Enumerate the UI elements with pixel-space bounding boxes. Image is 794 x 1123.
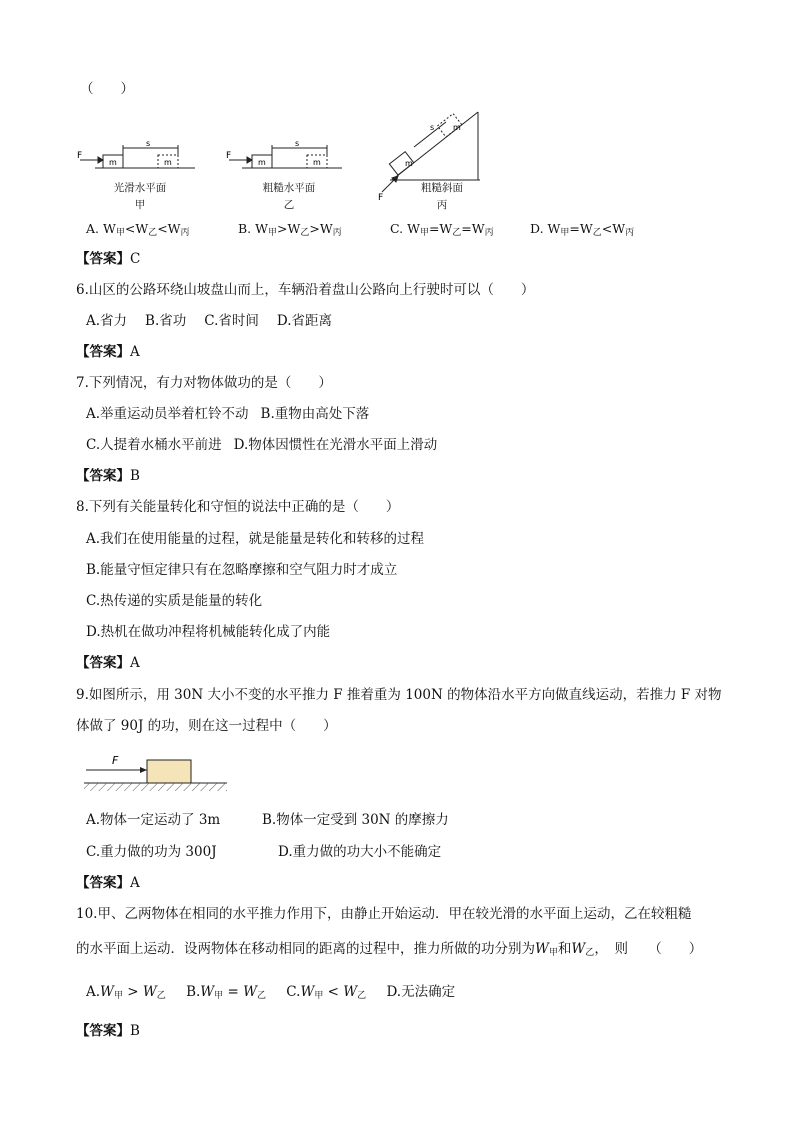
fig-mass-label: m	[164, 158, 172, 167]
q10-option-d: D.无法确定	[386, 984, 456, 1000]
fig-mass-label: m	[109, 158, 117, 167]
fig-force-label: F	[378, 193, 384, 203]
figure-bing-tag: 丙	[436, 199, 448, 211]
q6-stem: 6.山区的公路环绕山坡盘山而上，车辆沿着盘山公路向上行驶时可以（ ）	[76, 282, 535, 298]
q5-option-c: C. $W_甲=W_乙=W_丙$	[390, 221, 494, 238]
question-paren: （ ）	[80, 81, 134, 97]
q9-force-label: F	[112, 754, 119, 767]
q9-stem-line1: 9.如图所示，用 30N 大小不变的水平推力 F 推着重为 100N 的物体沿水平方向做直线运动，若推力 F 对物	[76, 687, 722, 703]
q8-option-a: A.我们在使用能量的过程，就是能量是转化和转移的过程	[86, 531, 425, 547]
fig-dist-label: s	[295, 139, 300, 148]
q8-option-c: C.热传递的实质是能量的转化	[86, 593, 263, 609]
fig-mass-label: m	[405, 159, 413, 168]
figure-jia-surface: 光滑水平面	[113, 182, 167, 194]
q9-stem-line2: 体做了 90J 的功，则在这一过程中（ ）	[76, 718, 337, 734]
q10-option-b: $B.W_甲 = W_乙$	[186, 984, 266, 1001]
q9-figure	[82, 748, 232, 798]
q7-options-row1: A.举重运动员举着杠铃不动 B.重物由高处下落	[86, 406, 370, 422]
q9-option-d: D.重力做的功大小不能确定	[278, 844, 442, 860]
q5-option-b: B. $W_甲>W_乙>W_丙$	[238, 221, 342, 238]
fig-mass-label: m	[258, 158, 266, 167]
q9-option-b: B.物体一定受到 30N 的摩擦力	[262, 812, 449, 828]
q8-stem: 8.下列有关能量转化和守恒的说法中正确的是（ ）	[76, 499, 400, 515]
fig-force-label: F	[77, 151, 83, 161]
q6-answer: 【答案】A	[76, 344, 140, 360]
figure-yi	[229, 145, 342, 168]
q8-option-d: D.热机在做功冲程将机械能转化成了内能	[86, 624, 331, 640]
q7-answer: 【答案】B	[76, 468, 140, 484]
q8-option-b: B.能量守恒定律只有在忽略摩擦和空气阻力时才成立	[86, 562, 398, 578]
q7-options-row2: C.人提着水桶水平前进 D.物体因惯性在光滑水平面上滑动	[86, 437, 438, 453]
q9-answer: 【答案】A	[76, 875, 140, 891]
q9-option-c: C.重力做的功为 300J	[86, 844, 217, 860]
q10-option-a: $A.W_甲 > W_乙$	[86, 984, 166, 1001]
fig-mass-label: m	[453, 123, 461, 132]
q9-option-a: A.物体一定运动了 3m	[86, 812, 221, 828]
figure-yi-tag: 乙	[283, 199, 295, 211]
q5-figures	[0, 100, 794, 240]
figure-yi-surface: 粗糙水平面	[262, 182, 316, 194]
figure-jia	[80, 145, 195, 168]
figure-jia-tag: 甲	[134, 199, 146, 211]
fig-dist-label: s	[430, 123, 435, 132]
q10-stem-line2: 的水平面上运动．设两物体在移动相同的距离的过程中，推力所做的功分别为$W_甲$和$W_乙$， 则 （ ）	[76, 941, 703, 958]
q10-answer: 【答案】B	[76, 1023, 140, 1039]
q10-options	[86, 983, 455, 1005]
fig-dist-label: s	[146, 139, 151, 148]
q7-stem: 7.下列情况，有力对物体做功的是（ ）	[76, 375, 332, 391]
q5-option-d: D. $W_甲=W_乙<W_丙$	[530, 221, 635, 238]
q5-answer: 【答案】C	[76, 251, 141, 267]
q10-option-c: $C.W_甲 < W_乙$	[286, 984, 367, 1001]
q10-stem-line1: 10.甲、乙两物体在相同的水平推力作用下，由静止开始运动．甲在较光滑的水平面上运动，乙在较粗糙	[76, 906, 692, 922]
q5-option-a: A. $W_甲<W_乙<W_丙$	[86, 221, 190, 238]
fig-mass-label: m	[313, 158, 321, 167]
fig-force-label: F	[226, 151, 232, 161]
figure-bing-surface: 粗糙斜面	[421, 182, 463, 194]
q6-options: A.省力 B.省功 C.省时间 D.省距离	[86, 313, 333, 329]
q8-answer: 【答案】A	[76, 655, 140, 671]
